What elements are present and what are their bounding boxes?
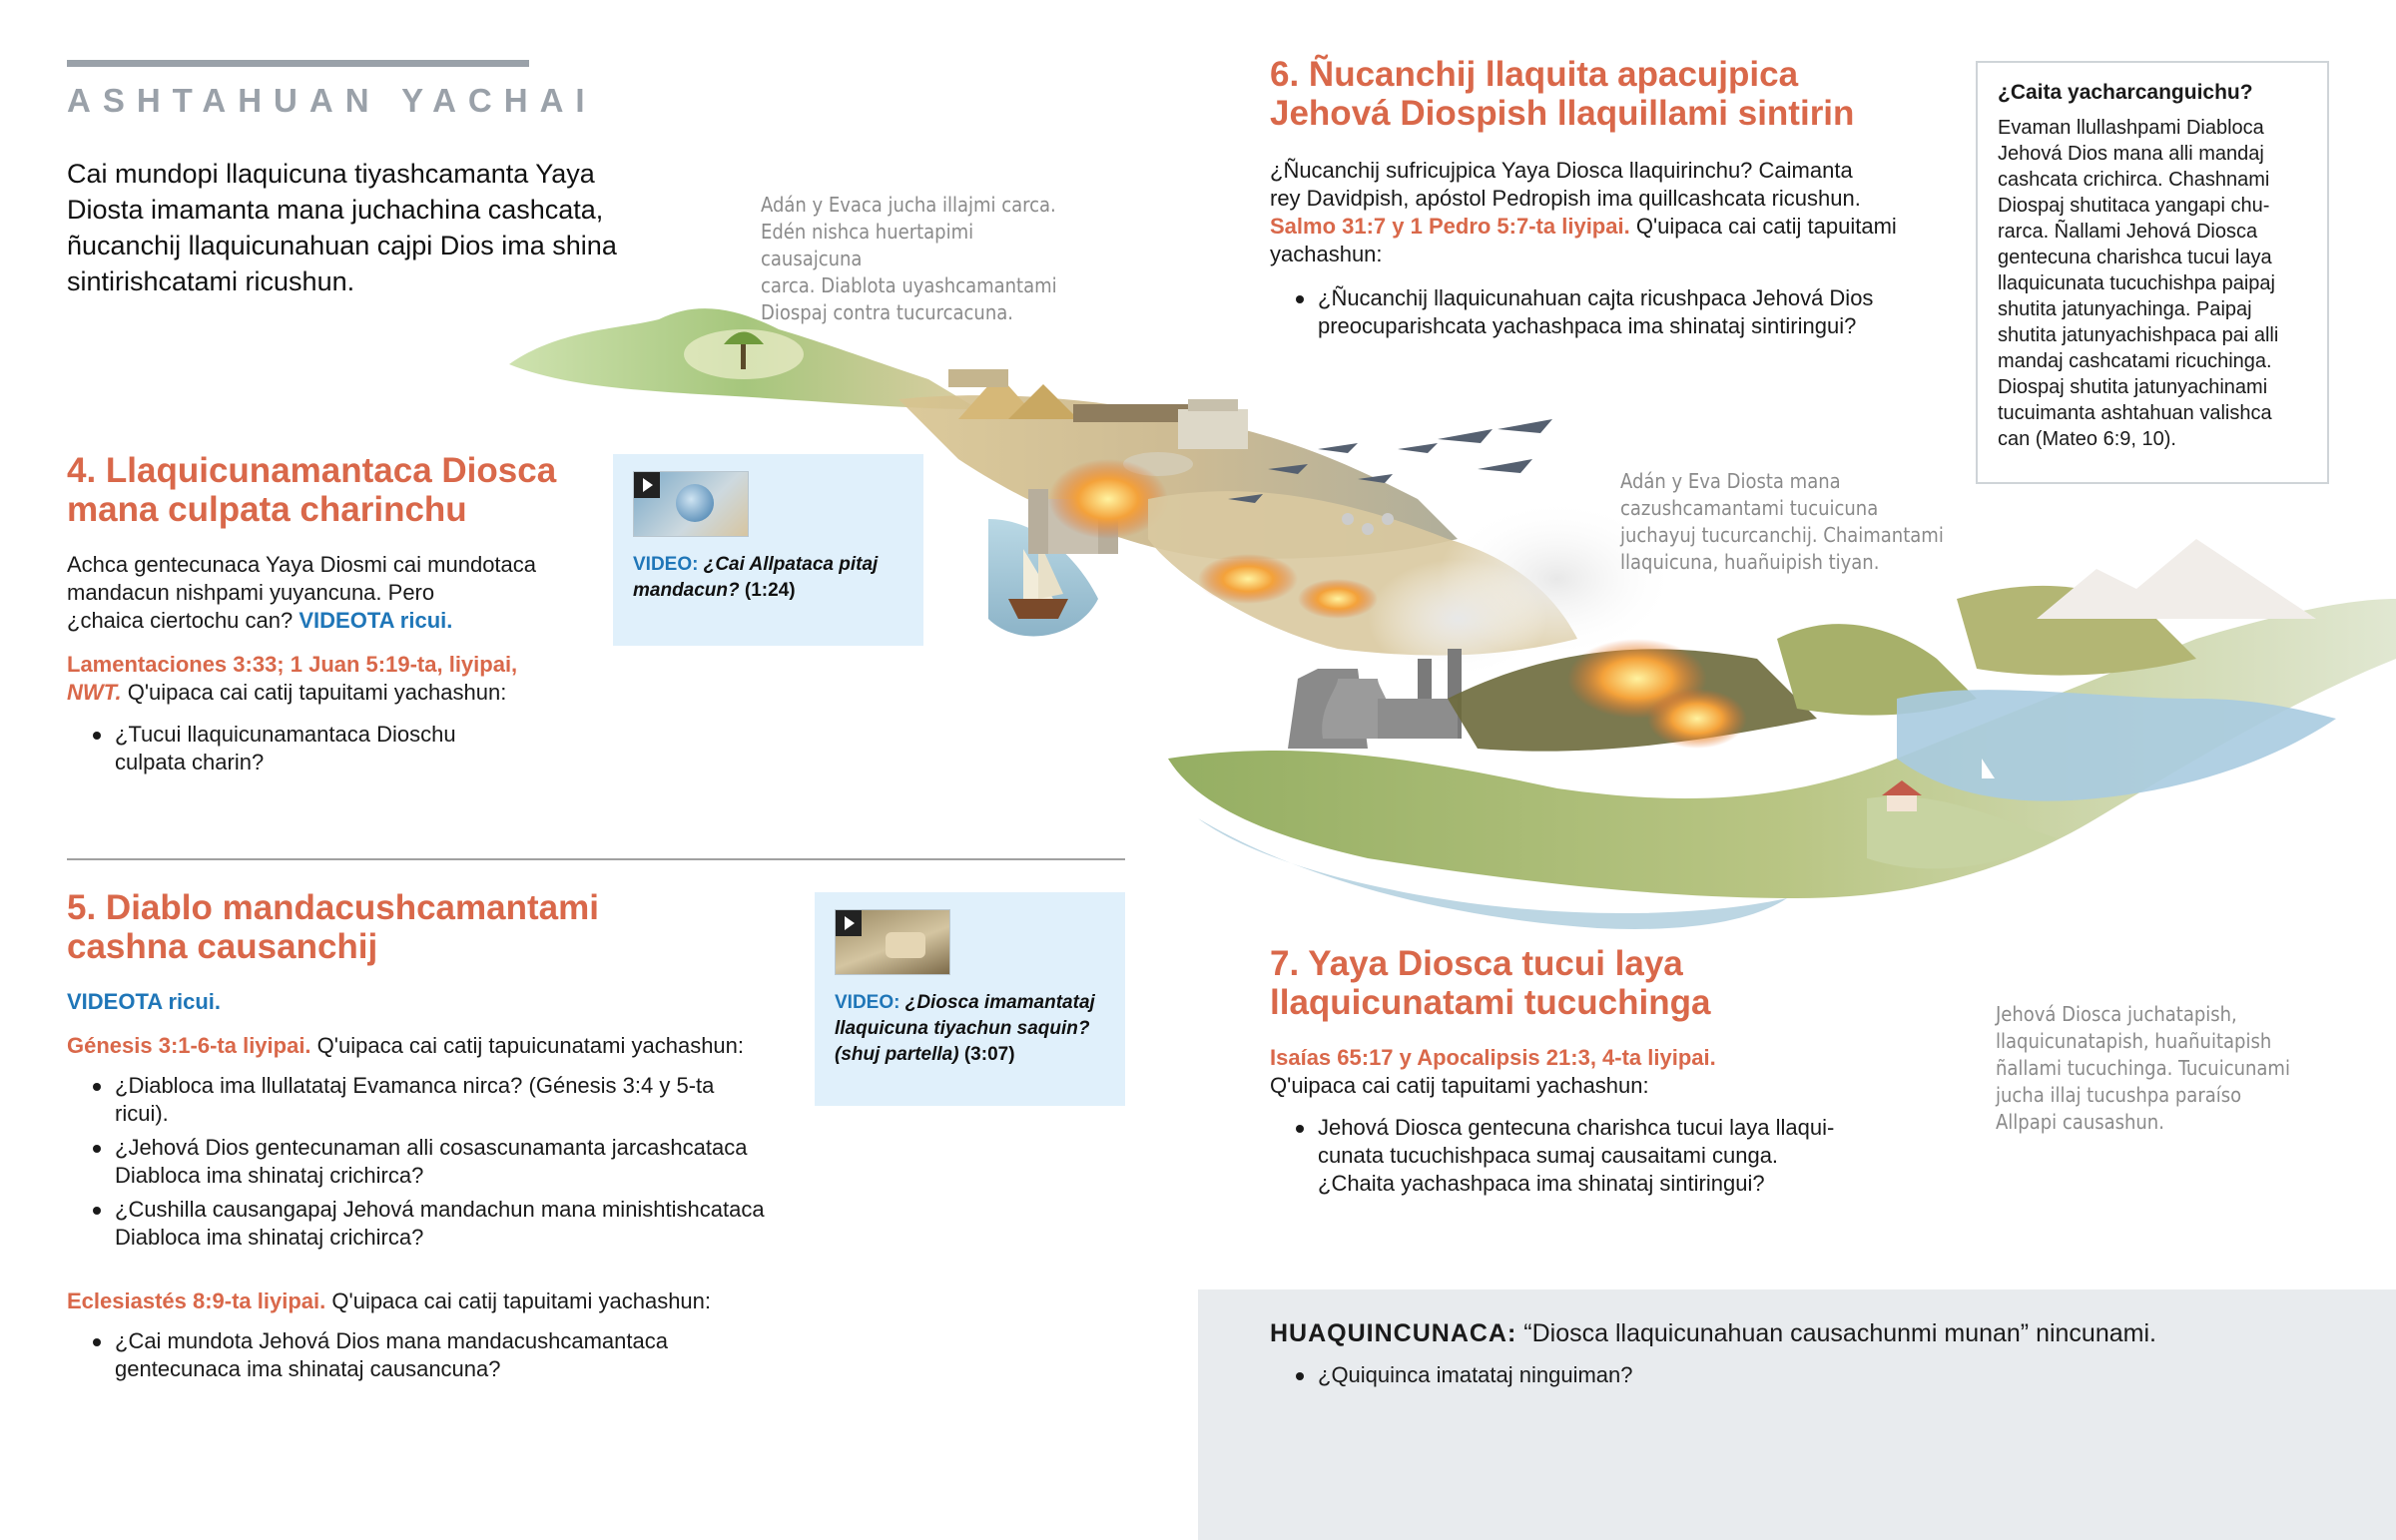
question-item: ¿Ñucanchij llaquicunahuan cajta ricushpaca Jehová Dios preocuparishcata yachashpaca ima shinataj sintiringui? [1270,284,1949,340]
kicker-bar [67,60,529,67]
did-you-know-box [1976,61,2329,484]
sidebar-title: ¿Caita yacharcanguichu? [1998,81,2253,104]
scripture-reference[interactable]: Lamentaciones 3:33; 1 Juan 5:19-ta, liyipai, [67,652,518,677]
suffering-caption: Adán y Eva Diosta mana cazushcamantami tucuicuna juchayuj tucurcanchij. Chaimantami llaquicuna, huañuipish tiyan. [1620,469,1944,574]
section-6-body: ¿Ñucanchij sufricujpica Yaya Diosca llaquirinchu? Caimanta rey Davidpish, apóstol Pedropish ima quillcashcata ricushun. Salmo 31:7 y 1 Pedro 5:7-ta liyipai. Q'uipaca cai catij tapuitami yachashun: [1270,158,1897,266]
section-7-reference: Isaías 65:17 y Apocalipsis 21:3, 4-ta liyipai. Q'uipaca cai catij tapuitami yachashun: [1270,1044,1949,1100]
section-7-questions [1270,1114,1949,1204]
scripture-reference[interactable]: Génesis 3:1-6-ta liyipai. [67,1033,311,1058]
question-item: ¿Quiquinca imatataj ninguiman? [1270,1361,2168,1389]
play-icon[interactable] [836,910,862,936]
video-box-why-suffering[interactable] [815,892,1125,1106]
question-item: Jehová Diosca gentecuna charishca tucui laya llaqui- cunata tucuchishpaca sumaj causaitami cunga. ¿Chaita yachashpaca ima shinataj sintiringui? [1270,1114,1949,1198]
section-6-questions [1270,284,1949,346]
section-5-last-question [67,1327,826,1389]
play-icon[interactable] [634,472,660,498]
video-link[interactable]: VIDEOTA ricui. [299,608,453,633]
paradise-caption: Jehová Diosca juchatapish, llaquicunatapish, huañuitapish ñallami tucuchinga. Tucuicunami jucha illaj tucushpa paraíso Allpapi causashun. [1996,1002,2290,1134]
section-5-questions [67,1072,826,1258]
intro-paragraph: Cai mundopi llaquicuna tiyashcamanta Yaya Diosta imamanta mana juchachina cashcata, ñucanchij llaquicunahuan cajpi Dios ima shina sintirishcatami ricushun. [67,159,617,296]
eden-caption: Adán y Evaca jucha illajmi carca. Edén nishca huertapimi causajcuna carca. Diablota uyashcamantami Diospaj contra tucurcacuna. [761,193,1057,324]
question-item: ¿Tucui llaquicunamantaca Dioschu culpata charin? [67,721,626,776]
question-item: ¿Jehová Dios gentecunaman alli cosascunamanta jarcashcataca Diabloca ima shinataj crichirca? [67,1134,826,1190]
some-say-question [1270,1361,2168,1395]
section-4-body: Achca gentecunaca Yaya Diosmi cai mundotaca mandacun nishpami yuyancuna. Pero ¿chaica ciertochu can? VIDEOTA ricui. [67,552,537,633]
section-4-title: 4. Llaquicunamantaca Diosca mana culpata charinchu [67,451,557,529]
question-item: ¿Cushilla causangapaj Jehová mandachun mana minishtishcataca Diabloca ima shinataj crichirca? [67,1196,826,1252]
video-thumbnail[interactable] [835,909,950,975]
question-item: ¿Diabloca ima llullatataj Evamanca nirca? (Génesis 3:4 y 5-ta ricui). [67,1072,826,1128]
section-7-title: 7. Yaya Diosca tucui laya llaquicunatami tucuchinga [1270,944,1711,1022]
scripture-reference[interactable]: Isaías 65:17 y Apocalipsis 21:3, 4-ta liyipai. [1270,1045,1716,1070]
section-5-reference-2: Eclesiastés 8:9-ta liyipai. Q'uipaca cai catij tapuitami yachashun: [67,1288,712,1313]
video-box-who-rules[interactable] [613,454,923,646]
section-4-reference: Lamentaciones 3:33; 1 Juan 5:19-ta, liyipai, NWT. Q'uipaca cai catij tapuitami yachashun: [67,651,626,707]
section-kicker: ASHTAHUAN YACHAI [67,82,597,119]
person-icon [886,932,925,958]
video-thumbnail[interactable] [633,471,749,537]
globe-icon [676,484,714,522]
video-caption: VIDEO: ¿Cai Allpataca pitaj mandacun? (1:24) [633,554,879,601]
section-4-questions [67,721,626,782]
scripture-reference[interactable]: Salmo 31:7 y 1 Pedro 5:7-ta liyipai. [1270,214,1630,239]
video-link[interactable]: VIDEOTA ricui. [67,989,222,1014]
some-say-statement: HUAQUINCUNACA: “Diosca llaquicunahuan causachunmi munan” nincunami. [1270,1319,2156,1347]
scripture-reference[interactable]: Eclesiastés 8:9-ta liyipai. [67,1288,326,1313]
section-5-title: 5. Diablo mandacushcamantami cashna causanchij [67,888,599,966]
section-divider [67,858,1125,860]
question-item: ¿Cai mundota Jehová Dios mana mandacushcamantaca gentecunaca ima shinataj causancuna? [67,1327,826,1383]
video-caption: VIDEO: ¿Diosca imamantataj llaquicuna tiyachun saquin? (shuj partella) (3:07) [835,992,1095,1065]
section-6-title: 6. Ñucanchij llaquita apacujpica Jehová Diospish llaquillami sintirin [1270,55,1855,133]
section-5-reference-1: Génesis 3:1-6-ta liyipai. Q'uipaca cai catij tapuicunatami yachashun: [67,1033,745,1058]
sidebar-text: Evaman llullashpami Diabloca Jehová Dios mana alli mandaj cashcata crichirca. Chashnami Diospaj shutitaca yangapi chu- rarca. Ñallami Jehová Diosca gentecuna charishca tucui laya llaquicunata tucuchishpa paipaj shutita jatunyachinga. Paipaj shutita jatunyachishpaca pai alli mandaj cashcatami ricuchinga. Diospaj shutita jatunyachinami tucuimanta ashtahuan valishca can (Mateo 6:9, 10). [1998,117,2279,450]
